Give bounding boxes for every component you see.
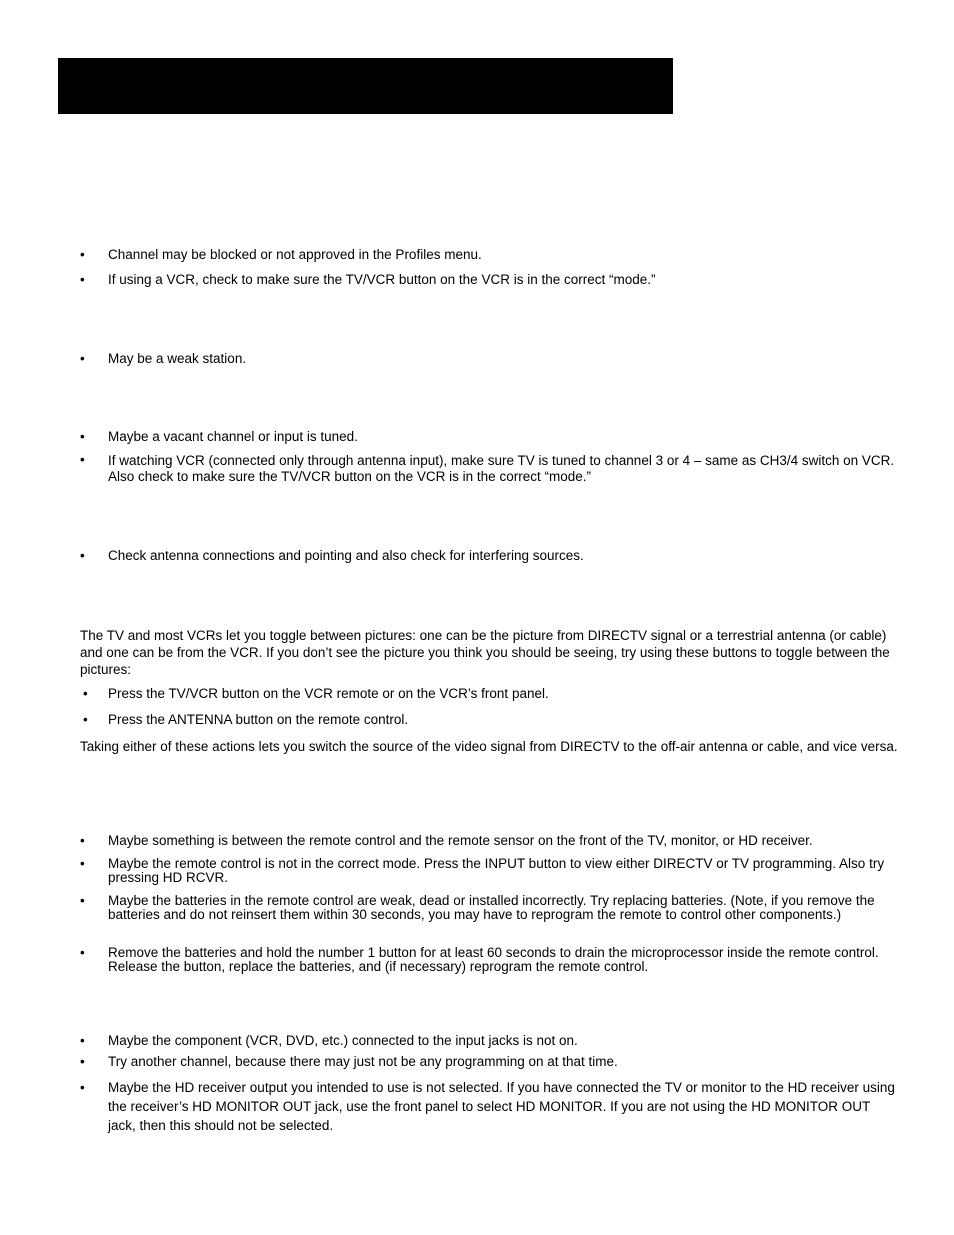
list-item: • Maybe the HD receiver output you intended to use is not selected. If you have connected the TV or monitor to the HD receiver using the receiver’s HD MONITOR OUT jack, use the front panel to select HD MONITOR. If you are not using the HD MONITOR OUT jack, then this should not be selected. — [80, 1080, 895, 1133]
list-item: • Check antenna connections and pointing and also check for interfering sources. — [80, 548, 584, 563]
list-item: • May be a weak station. — [80, 351, 247, 366]
list-item: • Maybe the remote control is not in the correct mode. Press the INPUT button to view either DIRECTV or TV programming. Also try pressing HD RCVR. — [80, 856, 885, 885]
outro-paragraph: Taking either of these actions lets you switch the source of the video signal from DIRECTV to the off-air antenna or cable, and vice versa. — [80, 739, 898, 754]
bullet-icon: • — [83, 686, 88, 701]
list-item: • Channel may be blocked or not approved in the Profiles menu. — [80, 247, 482, 262]
bullet-icon: • — [80, 833, 85, 848]
intro-paragraph: The TV and most VCRs let you toggle between pictures: one can be the picture from DIRECTV signal or a terrestrial antenna (or cable) and one can be from the VCR. If you don’t see the picture you think you should be seeing, try using these buttons to toggle between the pictures: — [80, 628, 890, 677]
bullet-icon: • — [80, 1080, 85, 1095]
bullet-icon: • — [80, 548, 85, 563]
list-item: • Press the ANTENNA button on the remote control. — [83, 712, 409, 727]
list-item: • Remove the batteries and hold the number 1 button for at least 60 seconds to drain the microprocessor inside the remote control. Release the button, replace the batteries, and (if necessary) reprogram the remote control. — [80, 945, 879, 974]
bullet-icon: • — [80, 351, 85, 366]
list-item: • Maybe a vacant channel or input is tuned. — [80, 429, 358, 444]
bullet-icon: • — [80, 1054, 85, 1069]
bullet-icon: • — [80, 272, 85, 287]
bullet-icon: • — [83, 712, 88, 727]
list-item: • Press the TV/VCR button on the VCR remote or on the VCR’s front panel. — [83, 686, 549, 701]
list-item: • If using a VCR, check to make sure the TV/VCR button on the VCR is in the correct “mode.” — [80, 272, 656, 287]
header-bar — [58, 58, 673, 114]
list-item: • Try another channel, because there may just not be any programming on at that time. — [80, 1054, 618, 1069]
list-item: • Maybe the batteries in the remote control are weak, dead or installed incorrectly. Try replacing batteries. (Note, if you remove the batteries and do not reinsert them within 30 seconds, you may have to reprogram the remote to control other components.) — [80, 893, 875, 922]
bullet-icon: • — [80, 247, 85, 262]
bullet-icon: • — [80, 452, 85, 467]
bullet-icon: • — [80, 1033, 85, 1048]
bullet-icon: • — [80, 429, 85, 444]
list-item: • Maybe the component (VCR, DVD, etc.) connected to the input jacks is not on. — [80, 1033, 578, 1048]
list-item: • If watching VCR (connected only through antenna input), make sure TV is tuned to channel 3 or 4 – same as CH3/4 switch on VCR. Also check to make sure the TV/VCR button on the VCR is in the correct “mode.” — [80, 452, 895, 484]
bullet-icon: • — [80, 856, 85, 871]
bullet-icon: • — [80, 945, 85, 960]
list-item: • Maybe something is between the remote control and the remote sensor on the front of the TV, monitor, or HD receiver. — [80, 833, 813, 848]
bullet-icon: • — [80, 893, 85, 908]
